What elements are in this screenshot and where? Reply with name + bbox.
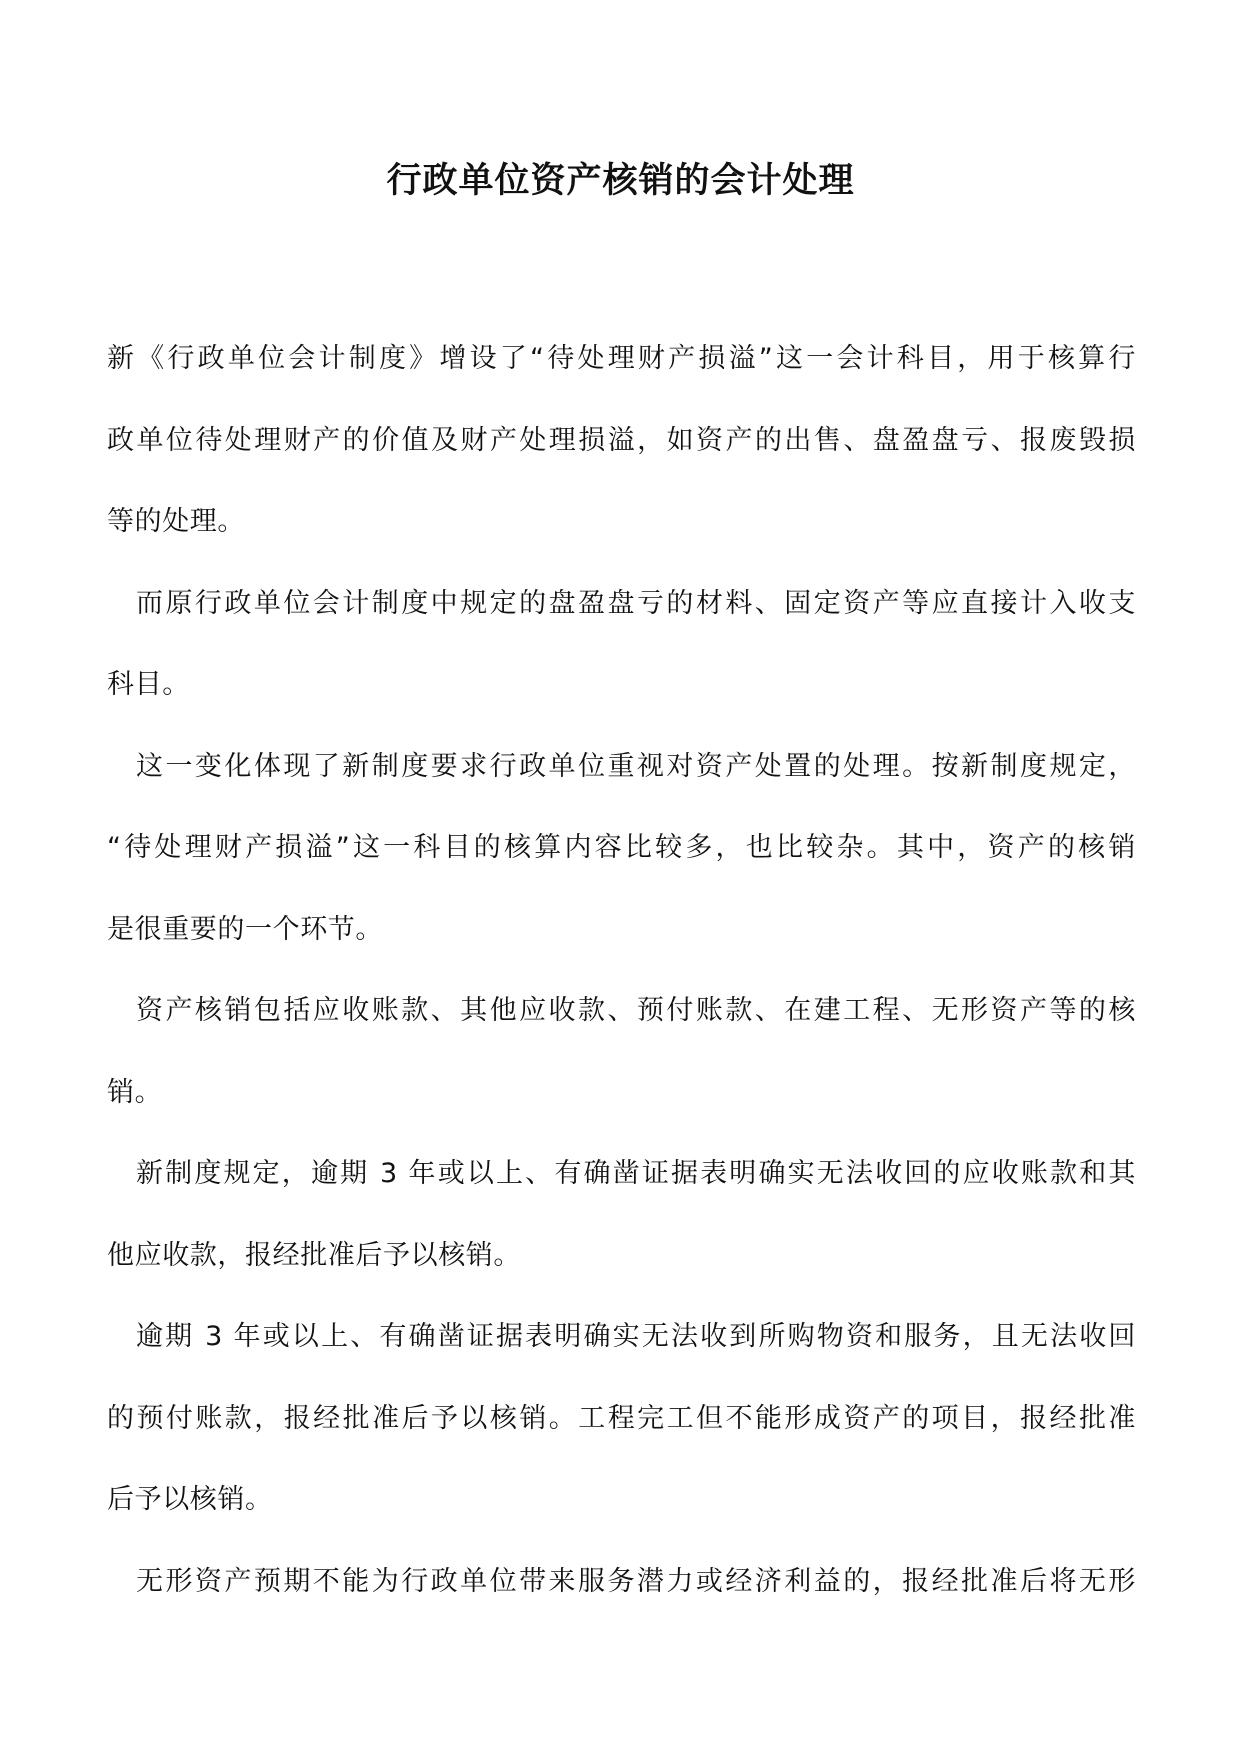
document-body: [107, 328, 1136, 1632]
paragraph-5: [107, 1143, 1136, 1306]
paragraph-line: 他应收款，报经批准后予以核销。: [107, 1239, 521, 1271]
paragraph-2: [107, 573, 1136, 736]
paragraph-7: [107, 1551, 1136, 1633]
paragraph-line: 政单位待处理财产的价值及财产处理损溢，如资产的出售、盘盈盘亏、报废毁损: [107, 424, 1136, 456]
paragraph-line: 科目。: [107, 669, 190, 700]
paragraph-line: 销。: [107, 1076, 163, 1108]
paragraph-line: “待处理财产损溢”这一科目的核算内容比较多，也比较杂。其中，资产的核销: [107, 832, 1136, 863]
paragraph-4: [107, 980, 1136, 1143]
paragraph-line: 而原行政单位会计制度中规定的盘盈盘亏的材料、固定资产等应直接计入收支: [136, 587, 1136, 619]
paragraph-3: [107, 736, 1136, 981]
paragraph-1: [107, 328, 1136, 573]
paragraph-line: 等的处理。: [107, 506, 245, 537]
document-title: 行政单位资产核销的会计处理: [386, 160, 855, 201]
paragraph-6: [107, 1306, 1136, 1551]
paragraph-line: 无形资产预期不能为行政单位带来服务潜力或经济利益的，报经批准后将无形: [136, 1565, 1136, 1597]
paragraph-line: 新制度规定，逾期 3 年或以上、有确凿证据表明确实无法收回的应收账款和其: [136, 1158, 1136, 1189]
paragraph-line: 是很重要的一个环节。: [107, 913, 383, 945]
paragraph-line: 逾期 3 年或以上、有确凿证据表明确实无法收到所购物资和服务，且无法收回: [136, 1321, 1136, 1352]
paragraph-line: 的预付账款，报经批准后予以核销。工程完工但不能形成资产的项目，报经批准: [107, 1402, 1136, 1434]
paragraph-line: 这一变化体现了新制度要求行政单位重视对资产处置的处理。按新制度规定，: [136, 750, 1136, 782]
paragraph-line: 新《行政单位会计制度》增设了“待处理财产损溢”这一会计科目，用于核算行: [107, 343, 1136, 374]
paragraph-line: 后予以核销。: [107, 1484, 273, 1515]
paragraph-line: 资产核销包括应收账款、其他应收款、预付账款、在建工程、无形资产等的核: [136, 995, 1136, 1026]
